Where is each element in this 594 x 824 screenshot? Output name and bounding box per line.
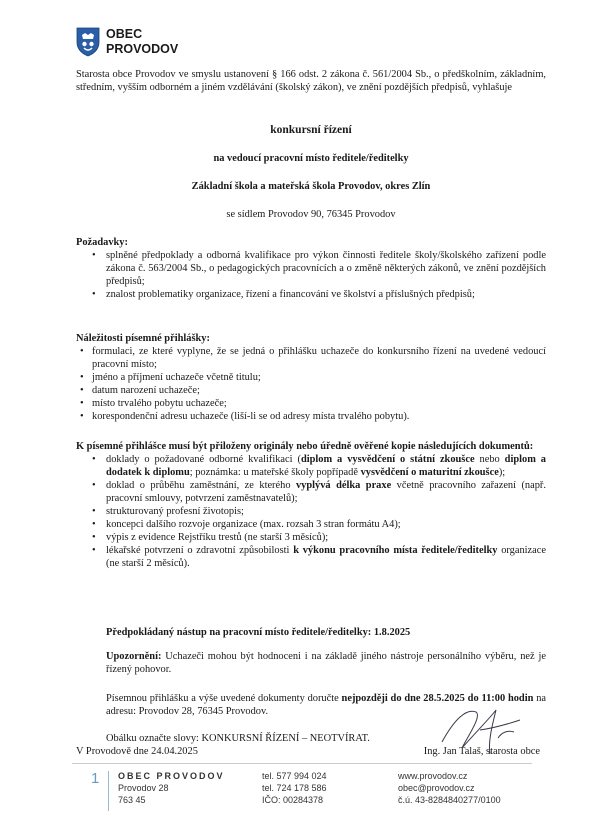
- footer-divider: [72, 763, 532, 764]
- text-run: doklady o požadované odborné kvalifikaci (: [106, 454, 301, 465]
- notice-text: Uchazeči mohou být hodnoceni i na základě jiného nástroje personálního výběru, než je řízený pohovor.: [106, 651, 546, 675]
- attachments-heading: K písemné přihlášce musí být přiloženy originály nebo úředně ověřené kopie následujících dokumentů:: [76, 441, 534, 452]
- text-run: );: [498, 467, 506, 478]
- list-item: • splněné předpoklady a odborná kvalifikace pro výkon činnosti ředitele školy/školského zařízení podle zákona č. 563/2004 Sb., o pedagogických pracovnících a o změně některých zákonů, ve znění pozdějších předpisů;: [76, 249, 546, 288]
- footer-contacts: [262, 770, 327, 806]
- document-title: konkursní řízení: [270, 124, 352, 136]
- text-run: na adresu: Provodov 28, 76345 Provodov.: [106, 693, 546, 717]
- text-run: Písemnou přihlášku a výše uvedené dokumenty doručte: [106, 693, 342, 704]
- envelope-instruction: Obálku označte slovy: KONKURSNÍ ŘÍZENÍ – NEOTVÍRAT.: [106, 733, 370, 744]
- footer-phone-1: tel. 577 994 024: [262, 771, 327, 781]
- org-name-line1: OBEC: [106, 27, 143, 41]
- list-item: • jméno a příjmení uchazeče včetně titulu;: [76, 371, 546, 384]
- footer-zip: 763 45: [118, 795, 146, 805]
- text-run: včetně pracovního zařazení (např. pracovní smlouvy, potvrzení zaměstnavatelů);: [106, 480, 546, 504]
- text-run: organizace (ne starší 2 měsíců).: [106, 545, 547, 569]
- list-item: • koncepci dalšího rozvoje organizace (max. rozsah 3 stran formátu A4);: [76, 518, 546, 531]
- requirements-list: [76, 249, 546, 301]
- list-item: [76, 479, 546, 505]
- place-and-date: V Provodově dne 24.04.2025: [76, 746, 198, 757]
- text-run: doklad o průběhu zaměstnání, ze kterého: [106, 480, 296, 491]
- school-name: Základní škola a mateřská škola Provodov, okres Zlín: [191, 181, 431, 192]
- footer-email-link[interactable]: obec@provodov.cz: [398, 783, 475, 793]
- signature-mark: [432, 702, 528, 760]
- text-run: ; poznámka: u mateřské školy popřípadě: [189, 467, 361, 478]
- footer-web: [398, 770, 501, 806]
- footer-address: [118, 770, 225, 806]
- list-item: • místo trvalého pobytu uchazeče;: [76, 397, 546, 410]
- emphasis: k výkonu pracovního místa ředitele/ředitelky: [293, 545, 498, 556]
- attachments-section: [76, 440, 546, 570]
- emphasis: diplom a vysvědčení o státní zkoušce: [300, 454, 475, 465]
- list-item: [76, 544, 546, 570]
- attachments-list: [76, 453, 546, 570]
- emphasis: vysvědčení o maturitní zkoušce: [360, 467, 499, 478]
- footer-org: OBEC PROVODOV: [118, 771, 225, 781]
- municipality-crest-icon: [76, 27, 100, 57]
- text-run: nebo: [474, 454, 505, 465]
- list-item: • výpis z evidence Rejstříku trestů (ne starší 3 měsíců);: [76, 531, 546, 544]
- requirements-section: [76, 236, 546, 301]
- list-item: • datum narození uchazeče;: [76, 384, 546, 397]
- footer-accent-bar: [108, 771, 109, 811]
- list-item: • strukturovaný profesní životopis;: [76, 505, 546, 518]
- notice-label: Upozornění:: [106, 651, 162, 662]
- intro-paragraph: Starosta obce Provodov ve smyslu ustanovení § 166 odst. 2 zákona č. 561/2004 Sb., o předškolním, základním, středním, vyšším odborném a jiném vzdělávání (školský zákon), ve znění pozdějších předpisů, vyhlašuje: [76, 69, 546, 93]
- footer-website-link[interactable]: www.provodov.cz: [398, 771, 468, 781]
- application-heading: Náležitosti písemné přihlášky:: [76, 333, 210, 344]
- org-name-line2: PROVODOV: [106, 42, 179, 56]
- footer-bank-account: č.ú. 43-8284840277/0100: [398, 795, 501, 805]
- emphasis: vyplývá délka praxe: [295, 480, 392, 491]
- list-item: [76, 453, 546, 479]
- application-section: [76, 332, 546, 423]
- position-title: na vedoucí pracovní místo ředitele/ředitelky: [213, 153, 409, 164]
- page-number: 1: [91, 770, 100, 787]
- requirements-heading: Požadavky:: [76, 237, 128, 248]
- school-seat: se sídlem Provodov 90, 76345 Provodov: [226, 209, 396, 220]
- footer-phone-2: tel. 724 178 586: [262, 783, 327, 793]
- footer-street: Provodov 28: [118, 783, 169, 793]
- deadline: nejpozději do dne 28.5.2025 do 11:00 hodin: [341, 693, 534, 704]
- text-run: lékařské potvrzení o zdravotní způsobilosti: [106, 545, 294, 556]
- list-item: • korespondenční adresu uchazeče (liší-li se od adresy místa trvalého pobytu).: [76, 410, 546, 423]
- application-list: [76, 345, 546, 423]
- list-item: • formulaci, ze které vyplyne, že se jedná o přihlášku uchazeče do konkursního řízení na uvedené vedoucí pracovní místo;: [76, 345, 546, 371]
- signatory: Ing. Jan Talaš, starosta obce: [423, 746, 540, 757]
- footer-ico: IČO: 00284378: [262, 795, 324, 805]
- start-date: Předpokládaný nástup na pracovní místo ředitele/ředitelky: 1.8.2025: [106, 627, 411, 638]
- notice-paragraph: [106, 650, 546, 676]
- letterhead: [76, 24, 178, 60]
- list-item: • znalost problematiky organizace, řízení a financování ve školství a příslušných předpisů;: [76, 288, 546, 301]
- emphasis: diplom a dodatek k diplomu: [106, 454, 546, 478]
